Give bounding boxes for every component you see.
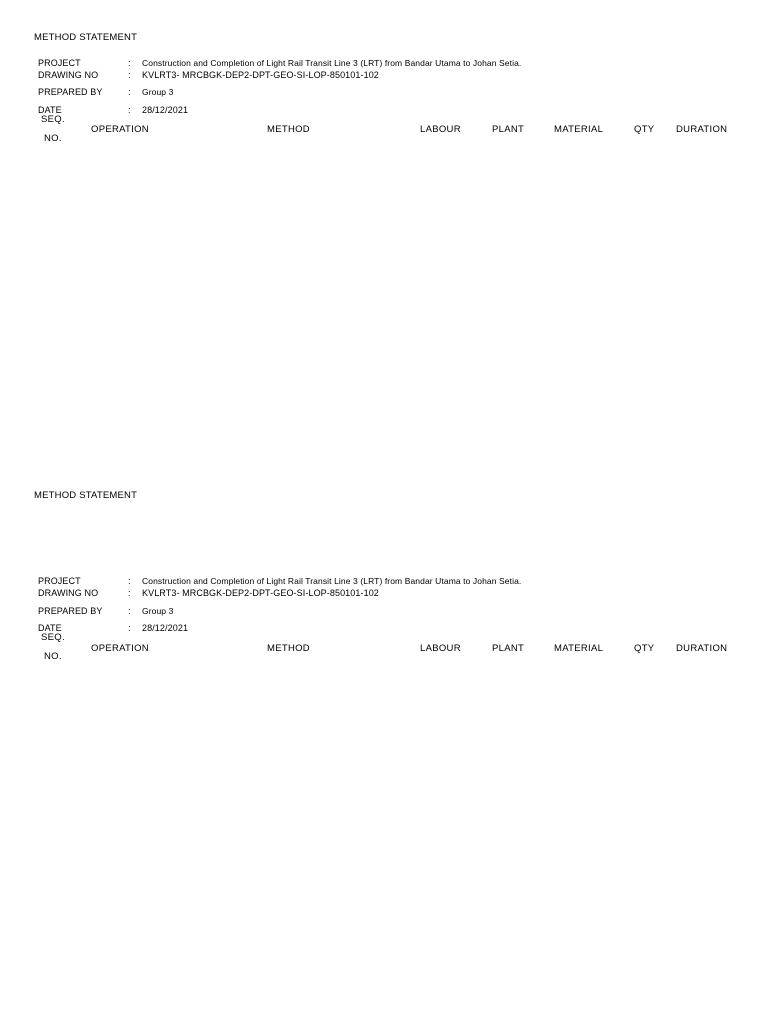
col-labour: LABOUR xyxy=(420,643,461,654)
colon: : xyxy=(128,588,131,598)
drawing-value: KVLRT3- MRCBGK-DEP2-DPT-GEO-SI-LOP-850101-102 xyxy=(142,588,379,598)
drawing-label: DRAWING NO xyxy=(38,588,99,598)
prepared-label: PREPARED BY xyxy=(38,87,103,97)
prepared-label: PREPARED BY xyxy=(38,606,103,616)
col-qty: QTY xyxy=(634,643,655,654)
col-operation: OPERATION xyxy=(91,643,149,654)
drawing-value: KVLRT3- MRCBGK-DEP2-DPT-GEO-SI-LOP-850101-102 xyxy=(142,70,379,80)
col-method: METHOD xyxy=(267,124,310,135)
col-operation: OPERATION xyxy=(91,124,149,135)
drawing-label: DRAWING NO xyxy=(38,70,99,80)
col-duration: DURATION xyxy=(676,643,728,654)
project-value: Construction and Completion of Light Rail Transit Line 3 (LRT) from Bandar Utama to Johan Setia. xyxy=(142,58,522,68)
colon: : xyxy=(128,58,131,68)
date-label: DATE xyxy=(38,105,62,115)
colon: : xyxy=(128,70,131,80)
col-seq-line1: SEQ. xyxy=(41,114,65,125)
prepared-value: Group 3 xyxy=(142,87,174,97)
prepared-value: Group 3 xyxy=(142,606,174,616)
project-label: PROJECT xyxy=(38,576,81,586)
colon: : xyxy=(128,105,131,115)
document-title: METHOD STATEMENT xyxy=(34,490,138,501)
date-value: 28/12/2021 xyxy=(142,105,189,115)
col-duration: DURATION xyxy=(676,124,728,135)
document-title: METHOD STATEMENT xyxy=(34,32,138,43)
col-qty: QTY xyxy=(634,124,655,135)
colon: : xyxy=(128,87,131,97)
col-plant: PLANT xyxy=(492,643,525,654)
date-value: 28/12/2021 xyxy=(142,623,189,633)
col-material: MATERIAL xyxy=(554,643,604,654)
date-label: DATE xyxy=(38,623,62,633)
method-statement-sheet-2 xyxy=(0,458,768,958)
project-label: PROJECT xyxy=(38,58,81,68)
project-value: Construction and Completion of Light Rail Transit Line 3 (LRT) from Bandar Utama to Johan Setia. xyxy=(142,576,522,586)
method-statement-sheet-1 xyxy=(0,0,768,500)
col-labour: LABOUR xyxy=(420,124,461,135)
col-method: METHOD xyxy=(267,643,310,654)
col-seq-line1: SEQ. xyxy=(41,632,65,643)
col-seq-line2: NO. xyxy=(44,133,62,144)
colon: : xyxy=(128,576,131,586)
colon: : xyxy=(128,623,131,633)
col-material: MATERIAL xyxy=(554,124,604,135)
colon: : xyxy=(128,606,131,616)
col-plant: PLANT xyxy=(492,124,525,135)
col-seq-line2: NO. xyxy=(44,651,62,662)
